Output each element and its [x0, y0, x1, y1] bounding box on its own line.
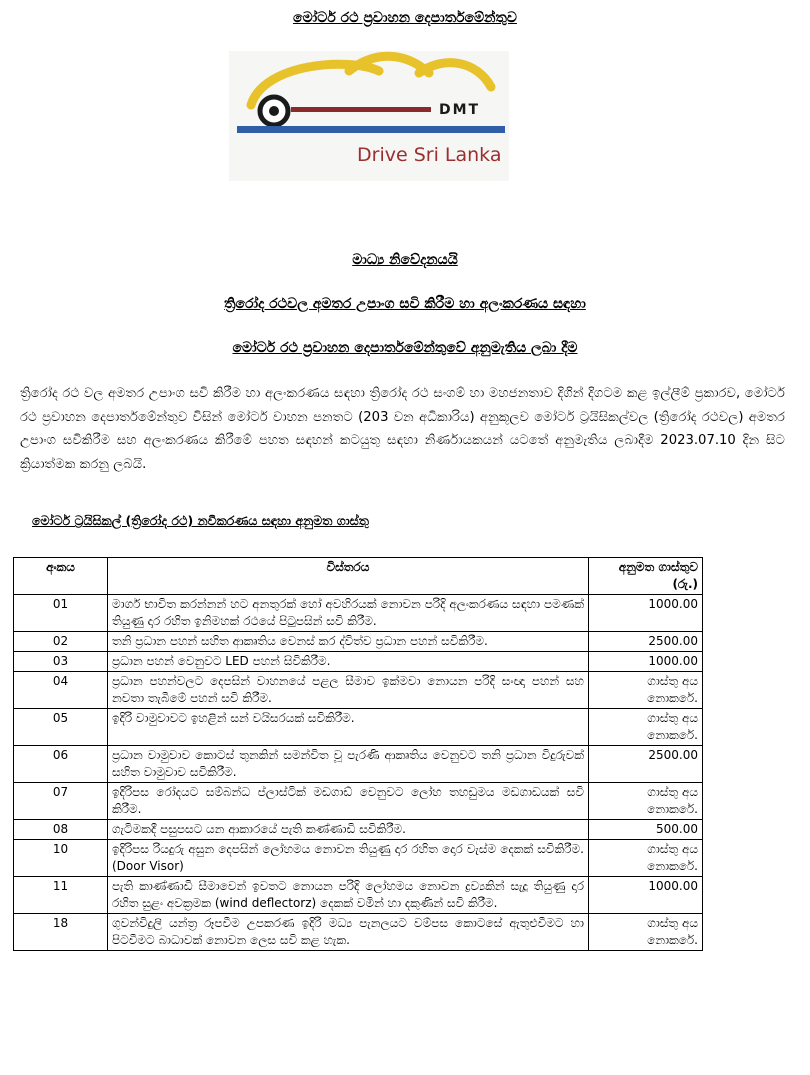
row-fee: ගාස්තු අය නොකරේ.: [589, 709, 703, 746]
dmt-logo: [229, 51, 509, 181]
header-number: අංකය: [14, 558, 108, 595]
row-number: 08: [14, 820, 108, 840]
row-description: පැති කාණ්ණාඩි සීමාවෙන් ඉවතට නොයන පරිදි ලෝහමය නොවන ද්‍රව්‍යකින් සැදූ තියුණු දාර රහිත සුළං අවක්‍රමක (wind deflectorz) දෙකක් වමින් හා දකුණින් සවි කිරීම.: [108, 877, 589, 914]
row-description: ගැටිමකදී පසුපසට යන ආකාරයේ පැති කණ්ණාඩි සවිකිරීම.: [108, 820, 589, 840]
row-fee: ගාස්තු අය නොකරේ.: [589, 672, 703, 709]
subject-title: ත්‍රිරෝද රථවල අමතර උපාංග සවි කිරීම හා අලංකරණය සඳහා: [224, 296, 586, 312]
row-fee: 1000.00: [589, 595, 703, 632]
row-number: 01: [14, 595, 108, 632]
logo-brand: Drive Sri Lanka: [357, 144, 502, 166]
table-header-row: [14, 558, 703, 595]
row-fee: ගාස්තු අය නොකරේ.: [589, 783, 703, 820]
row-description: ඉදිරිපස රෝදයට සම්බන්ධ ප්ලාස්ටික් මඩගාඩ් වෙනුවට ලෝහ තහඩුමය මඩගාඩයක් සවි කිරීම.: [108, 783, 589, 820]
table-row: [14, 783, 703, 820]
media-release-title: මාධ්‍ය නිවේදනයයි: [352, 252, 458, 268]
row-number: 02: [14, 632, 108, 652]
table-row: [14, 914, 703, 951]
row-description: ප්‍රධාන වාමුවාව කොටස් තුනකින් සමන්විත වූ පැරණි ආකෘතිය වෙනුවට තනි ප්‍රධාන විදුරුවක් සහිත වාමුවාව සවිකිරීම.: [108, 746, 589, 783]
row-fee: 1000.00: [589, 652, 703, 672]
row-fee: ගාස්තු අය නොකරේ.: [589, 840, 703, 877]
approval-title: මෝටර් රථ ප්‍රවාහන දෙපාර්තමේන්තුවේ අනුමැතිය ලබා දීම: [232, 340, 578, 356]
logo-red-line: [291, 107, 431, 112]
row-description: ගුවන්විදුලි යන්ත්‍ර රූපවීම උපකරණ ඉදිරි මධ්‍ය පැනලයට වම්පස කොටසේ ඇතුළුවීමට හා පිටවීමට බාධාවක් නොවන ලෙස සවි කළ හැක.: [108, 914, 589, 951]
row-description: ඉදිරිපස රියදුරු අසුන දෙපසින් ලෝහමය නොවන තියුණු දාර රහිත දොර වැස්ම දෙකක් සවිකිරීම. (Door Visor): [108, 840, 589, 877]
row-number: 04: [14, 672, 108, 709]
row-number: 18: [14, 914, 108, 951]
row-description: මාර්ග භාවිත කරන්නන් හට අනතුරක් හෝ අවහිරයක් නොවන පරිදි අලංකරණය සඳහා පමණක් තියුණු දාර රහිත ඉනිමහක් රථයේ පිටුපසින් සවි කිරීම.: [108, 595, 589, 632]
department-heading: මෝටර් රථ ප්‍රවාහන දෙපාර්තමේන්තුව: [293, 10, 517, 26]
row-fee: 1000.00: [589, 877, 703, 914]
logo-blue-line: [237, 126, 505, 133]
row-number: 10: [14, 840, 108, 877]
table-row: [14, 672, 703, 709]
row-number: 11: [14, 877, 108, 914]
table-row: [14, 632, 703, 652]
row-fee: 2500.00: [589, 746, 703, 783]
header-fee: අනුමත ගාස්තුව (රු.): [589, 558, 703, 595]
fees-table: [13, 557, 703, 951]
intro-paragraph: ත්‍රිරෝද රථ වල අමතර උපාංග සවි කිරීම හා අලංකරණය සඳහා ත්‍රිරෝද රථ සංගම් හා මහජනතාව දිගින් දිගටම කළ ඉල්ලීම් ප්‍රකාරව, මෝටර් රථ ප්‍රවාහන දෙපාර්තමේන්තුව විසින් මෝටර් වාහන පනතට (203 වන අධිකාරිය) අනුකූලව මෝටර් ට්‍රයිසිකල්වල (ත්‍රිරෝද රථවල) අමතර උපාංග සවිකිරීම සහ අලංකරණය කිරීමේ පහත සඳහන් කටයුතු සඳහා නිර්ණායකයන් යටතේ අනුමැතිය ලබාදීම 2023.07.10 දින සිට ක්‍රියාත්මක කරනු ලබයි.: [20, 386, 785, 472]
row-description: ප්‍රධාන පහන්වලට දෙපසින් වාහනයේ පළල සීමාව ඉක්මවා නොයන පරිදි සංඥා පහන් සහ නවතා තැබීමේ පහන් සවි කිරීම.: [108, 672, 589, 709]
table-row: [14, 840, 703, 877]
row-description: ප්‍රධාන පහන් වෙනුවට LED පහන් සිවිකිරීම.: [108, 652, 589, 672]
row-fee: 2500.00: [589, 632, 703, 652]
table-row: [14, 652, 703, 672]
table-row: [14, 820, 703, 840]
row-fee: ගාස්තු අය නොකරේ.: [589, 914, 703, 951]
table-row: [14, 877, 703, 914]
table-row: [14, 595, 703, 632]
row-fee: 500.00: [589, 820, 703, 840]
row-number: 05: [14, 709, 108, 746]
logo-abbreviation: DMT: [439, 102, 481, 118]
row-description: ඉදිරි වාමුවාවට ඉහළින් සන් වයිසරයක් සවිකිරීම.: [108, 709, 589, 746]
header-description: විස්තරය: [108, 558, 589, 595]
table-row: [14, 746, 703, 783]
row-number: 07: [14, 783, 108, 820]
row-description: තනි ප්‍රධාන පහන් සහිත ආකෘතිය වෙනස් කර ද්විත්ව ප්‍රධාන පහන් සවිකිරීම.: [108, 632, 589, 652]
fees-heading: මෝටර් ට්‍රයිසිකල් (ත්‍රිරෝද රථ) නවීකරණය සඳහා අනුමත ගාස්තු: [32, 513, 369, 528]
table-row: [14, 709, 703, 746]
row-number: 03: [14, 652, 108, 672]
row-number: 06: [14, 746, 108, 783]
